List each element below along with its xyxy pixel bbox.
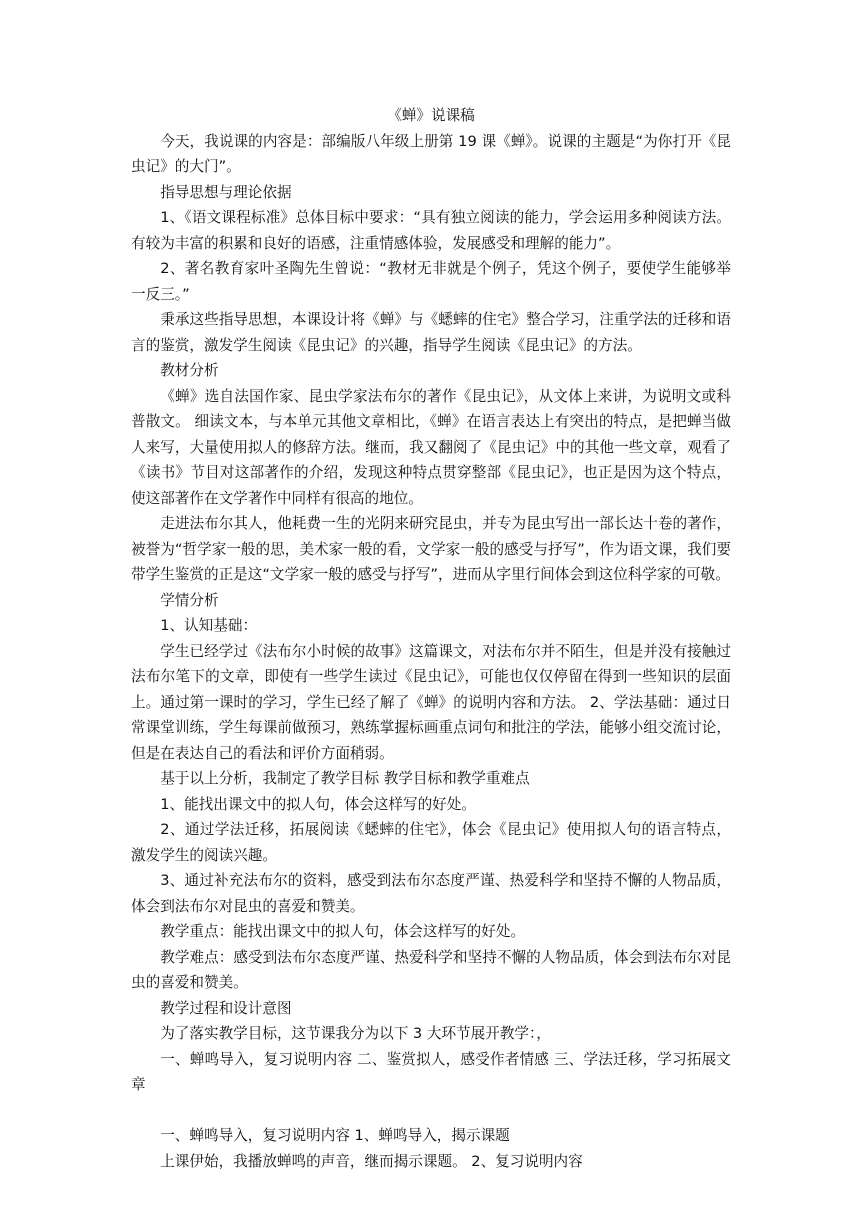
paragraph: 一、蝉鸣导入，复习说明内容 1、蝉鸣导入，揭示课题 [160,1127,510,1144]
paragraph: 走进法布尔其人，他耗费一生的光阴来研究昆虫，并专为昆虫写出一部长达十卷的著作，被誉为“哲学家一般的思，美术家一般的看，文学家一般的感受与抒写”，作为语文课，我们要带学生鉴赏的正是这“文学家一般的感受与抒写”，进而从字里行间体会到这位科学家的可敬。 [131,515,731,583]
goal-item: 1、能找出课文中的拟人句，体会这样写的好处。 [160,795,476,813]
paragraph: 秉承这些指导思想，本课设计将《蝉》与《蟋蟀的住宅》整合学习，注重学法的迁移和语言的鉴赏，激发学生阅读《昆虫记》的兴趣，指导学生阅读《昆虫记》的方法。 [131,311,731,354]
goal-item: 3、通过补充法布尔的资料，感受到法布尔态度严谨、热爱科学和坚持不懈的人物品质，体会到法布尔对昆虫的喜爱和赞美。 [131,872,731,915]
paragraph: 《蝉》选自法国作家、昆虫学家法布尔的著作《昆虫记》，从文体上来讲，为说明文或科普散文。 细读文本，与本单元其他文章相比，《蝉》在语言表达上有突出的特点，是把蝉当做人来写，大量使用拟人的修辞方法。继而，我又翻阅了《昆虫记》中的其他一些文章，观看了《读书》节目对这部著作的介绍，发现这种特点贯穿整部《昆虫记》，也正是因为这个特点，使这部著作在文学著作中同样有很高的地位。 [131,387,731,507]
section-heading-student-analysis: 学情分析 [160,591,219,609]
section-heading-guiding-ideas: 指导思想与理论依据 [160,183,292,201]
paragraph: 学生已经学过《法布尔小时候的故事》这篇课文，对法布尔并不陌生，但是并没有接触过法布尔笔下的文章，即使有一些学生读过《昆虫记》，可能也仅仅停留在得到一些知识的层面上。通过第一课时的学习，学生已经了解了《蝉》的说明内容和方法。 2、学法基础：通过日常课堂训练，学生每课前做预习，熟练掌握标画重点词句和批注的学法，能够小组交流讨论，但是在表达自己的看法和评价方面稍弱。 [131,642,731,762]
paragraph: 2、著名教育家叶圣陶先生曾说：“教材无非就是个例子，凭这个例子，要使学生能够举一反三。” [131,260,731,303]
section-heading-teaching-process: 教学过程和设计意图 [160,999,292,1017]
blank-line [131,1098,731,1124]
paragraph: 基于以上分析，我制定了教学目标 教学目标和教学重难点 [160,770,530,787]
section-heading-textbook-analysis: 教材分析 [160,362,219,379]
teaching-key-point: 教学重点：能找出课文中的拟人句，体会这样写的好处。 [160,923,526,940]
paragraph: 一、蝉鸣导入，复习说明内容 二、鉴赏拟人，感受作者情感 三、学法迁移，学习拓展文章 [131,1050,731,1093]
paragraph: 上课伊始，我播放蝉鸣的声音，继而揭示课题。 2、复习说明内容 [160,1152,583,1170]
document-body [131,103,731,1174]
document-title: 《蝉》说课稿 [387,107,475,124]
goal-item: 2、通过学法迁移，拓展阅读《蟋蟀的住宅》，体会《昆虫记》使用拟人句的语言特点，激发学生的阅读兴趣。 [131,821,731,864]
paragraph: 1、认知基础： [160,617,258,634]
teaching-difficult-point: 教学难点：感受到法布尔态度严谨、热爱科学和坚持不懈的人物品质，体会到法布尔对昆虫的喜爱和赞美。 [131,948,731,991]
paragraph: 为了落实教学目标，这节课我分为以下 3 大环节展开教学：， [160,1025,551,1042]
intro-paragraph: 今天，我说课的内容是：部编版八年级上册第 19 课《蝉》。说课的主题是“为你打开《昆虫记》的大门”。 [131,132,731,175]
paragraph: 1、《语文课程标准》总体目标中要求：“具有独立阅读的能力，学会运用多种阅读方法。有较为丰富的积累和良好的语感，注重情感体验，发展感受和理解的能力”。 [131,209,731,252]
